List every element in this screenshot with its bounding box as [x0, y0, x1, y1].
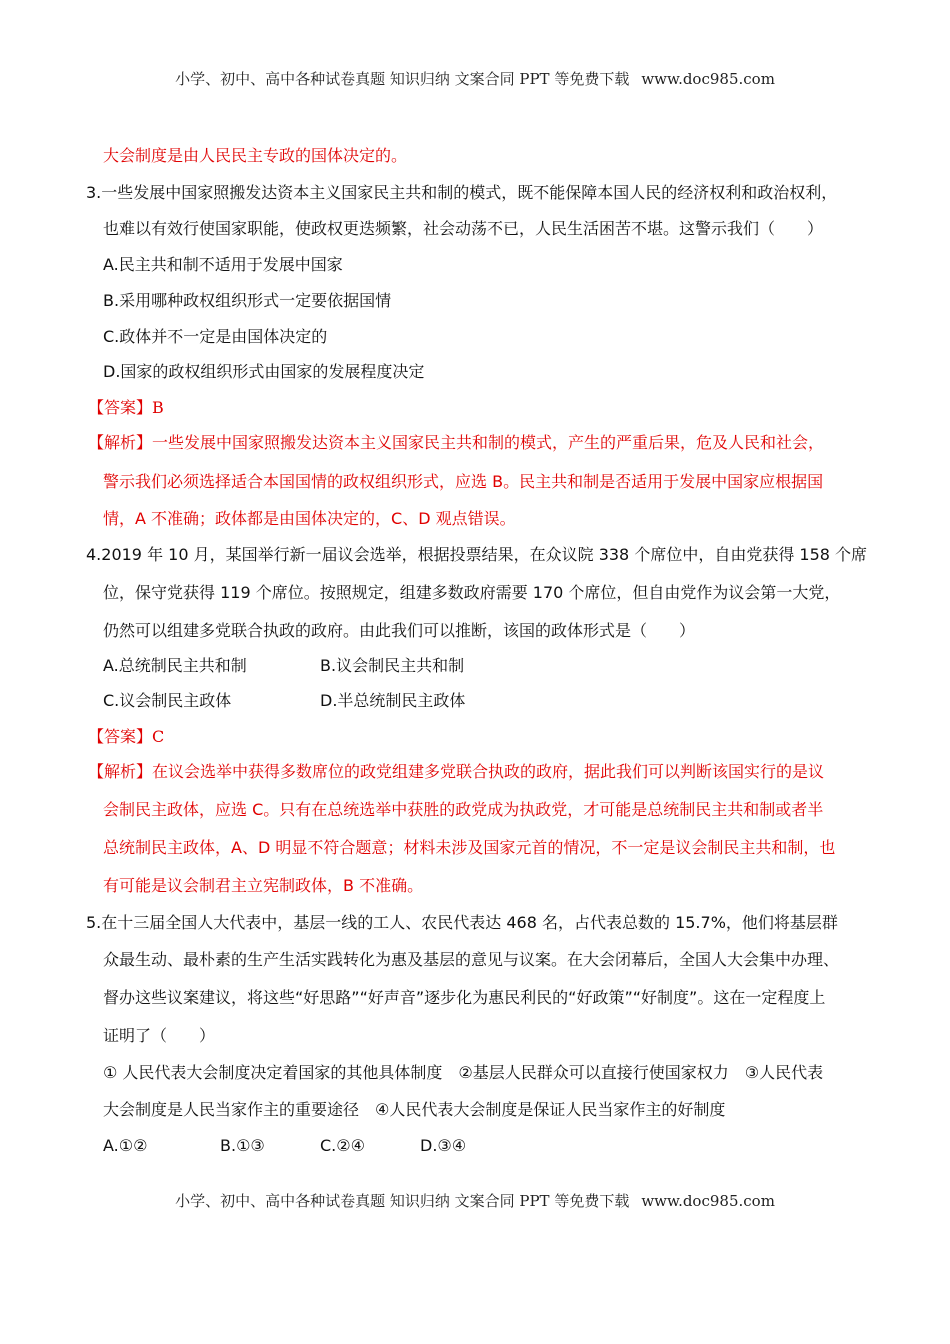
q3-answer — [88, 398, 164, 418]
q5-stem-line: 证明了（ ） — [103, 1026, 216, 1045]
header-site: www.doc985.com — [641, 70, 775, 88]
q4-analysis-line — [88, 762, 824, 782]
q4-option-d: D.半总统制民主政体 — [320, 691, 466, 710]
q3-option-d: D.国家的政权组织形式由国家的发展程度决定 — [103, 362, 425, 381]
q3-stem-line: 3.一些发展中国家照搬发达资本主义国家民主共和制的模式，既不能保障本国人民的经济权利和政治权利， — [86, 183, 838, 202]
q4-option-b: B.议会制民主共和制 — [320, 656, 465, 675]
q4-answer — [88, 727, 164, 747]
analysis-text: 在议会选举中获得多数席位的政党组建多党联合执政的政府，据此我们可以判断该国实行的是议 — [152, 762, 825, 781]
q5-option-a: A.①② — [103, 1136, 148, 1155]
page-footer — [0, 1190, 950, 1211]
q3-analysis-line: 情，A 不准确；政体都是由国体决定的，C、D 观点错误。 — [103, 509, 516, 528]
q5-option-d: D.③④ — [420, 1136, 467, 1155]
footer-site: www.doc985.com — [641, 1192, 775, 1210]
q4-option-c: C.议会制民主政体 — [103, 691, 232, 710]
q4-stem-line: 4.2019 年 10 月，某国举行新一届议会选举，根据投票结果，在众议院 338 个席位中，自由党获得 158 个席 — [86, 545, 868, 564]
analysis-tag: 【解析】 — [88, 762, 153, 781]
q5-statement-line: ① 人民代表大会制度决定着国家的其他具体制度 ②基层人民群众可以直接行使国家权力 ③人民代表 — [103, 1063, 824, 1082]
q4-stem-line: 位，保守党获得 119 个席位。按照规定，组建多数政府需要 170 个席位，但自由党作为议会第一大党， — [103, 583, 841, 602]
q5-statement-line: 大会制度是人民当家作主的重要途径 ④人民代表大会制度是保证人民当家作主的好制度 — [103, 1100, 726, 1119]
q3-option-a: A.民主共和制不适用于发展中国家 — [103, 255, 343, 274]
q3-analysis-line — [88, 433, 824, 453]
q4-analysis-line: 总统制民主政体，A、D 明显不符合题意；材料未涉及国家元首的情况，不一定是议会制民主共和制，也 — [103, 838, 836, 857]
q3-analysis-line: 警示我们必须选择适合本国国情的政权组织形式，应选 B。民主共和制是否适用于发展中国家应根据国 — [103, 472, 824, 491]
header-text: 小学、初中、高中各种试卷真题 知识归纳 文案合同 PPT 等免费下载 — [175, 70, 630, 88]
q5-stem-line: 众最生动、最朴素的生产生活实践转化为惠及基层的意见与议案。在大会闭幕后，全国人大会集中办理、 — [103, 950, 840, 969]
q4-stem-line: 仍然可以组建多党联合执政的政府。由此我们可以推断，该国的政体形式是（ ） — [103, 621, 696, 640]
q3-option-b: B.采用哪种政权组织形式一定要依据国情 — [103, 291, 392, 310]
q5-stem-line: 5.在十三届全国人大代表中，基层一线的工人、农民代表达 468 名，占代表总数的 15.7%，他们将基层群 — [86, 913, 838, 932]
answer-tag: 【答案】 — [88, 398, 153, 417]
page-header — [0, 68, 950, 89]
answer-value: B — [152, 398, 164, 417]
q4-analysis-line: 会制民主政体，应选 C。只有在总统选举中获胜的政党成为执政党，才可能是总统制民主共和制或者半 — [103, 800, 824, 819]
previous-question-tail: 大会制度是由人民民主专政的国体决定的。 — [103, 146, 408, 165]
answer-value: C — [152, 727, 165, 746]
analysis-text: 一些发展中国家照搬发达资本主义国家民主共和制的模式，产生的严重后果，危及人民和社会， — [152, 433, 825, 452]
q5-option-c: C.②④ — [320, 1136, 365, 1155]
q4-option-a: A.总统制民主共和制 — [103, 656, 247, 675]
q3-option-c: C.政体并不一定是由国体决定的 — [103, 327, 328, 346]
q5-option-b: B.①③ — [220, 1136, 265, 1155]
q5-stem-line: 督办这些议案建议，将这些“好思路”“好声音”逐步化为惠民利民的“好政策”“好制度”。这在一定程度上 — [103, 988, 826, 1007]
analysis-tag: 【解析】 — [88, 433, 153, 452]
footer-text: 小学、初中、高中各种试卷真题 知识归纳 文案合同 PPT 等免费下载 — [175, 1192, 630, 1210]
q4-analysis-line: 有可能是议会制君主立宪制政体，B 不准确。 — [103, 876, 424, 895]
q3-stem-line: 也难以有效行使国家职能，使政权更迭频繁，社会动荡不已，人民生活困苦不堪。这警示我们（ ） — [103, 219, 824, 238]
answer-tag: 【答案】 — [88, 727, 153, 746]
